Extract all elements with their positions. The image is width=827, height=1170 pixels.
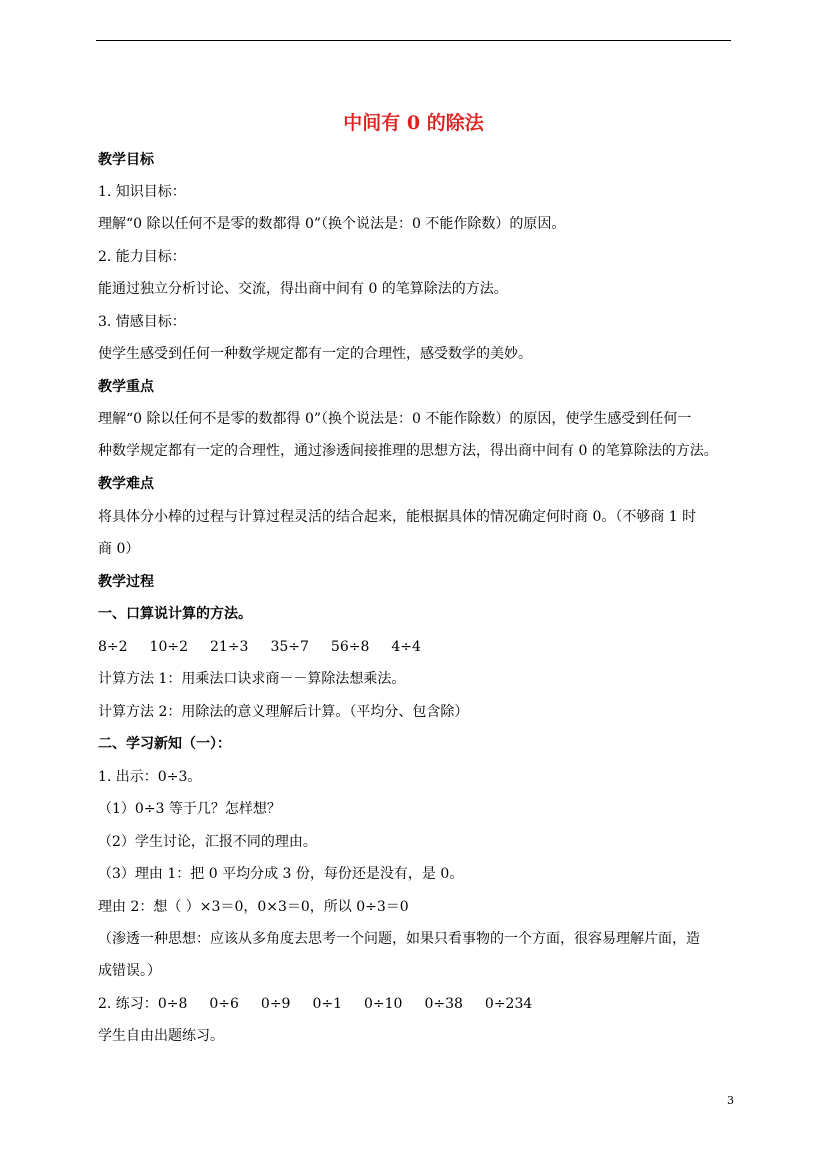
practice-expr: 0÷234 (484, 996, 533, 1012)
page-title: 中间有 0 的除法 (343, 112, 484, 134)
idea-line-2: 成错误。） (98, 963, 161, 979)
oral-expr: 4÷4 (391, 639, 421, 655)
method-1: 计算方法 1：用乘法口诀求商－－算除法想乘法。 (98, 671, 406, 687)
question-2: （2）学生讨论，汇报不同的理由。 (98, 834, 317, 850)
objectives-heading: 教学目标 (98, 152, 154, 168)
idea-line-1: （渗透一种思想：应该从多角度去思考一个问题，如果只看事物的一个方面，很容易理解片面，造 (98, 931, 700, 947)
difficulty-text-line-1: 将具体分小棒的过程与计算过程灵活的结合起来，能根据具体的情况确定何时商 0。（不够商 1 时 (98, 509, 697, 525)
part1-heading: 一、口算说计算的方法。 (98, 606, 252, 622)
practice-expr: 0÷9 (260, 996, 291, 1012)
oral-expr: 35÷7 (270, 639, 309, 655)
reason-2: 理由 2：想（ ）×3＝0，0×3＝0，所以 0÷3＝0 (98, 899, 409, 915)
key-heading: 教学重点 (98, 379, 154, 395)
objective-1-text: 理解“0 除以任何不是零的数都得 0”（换个说法是：0 不能作除数）的原因。 (98, 216, 566, 232)
oral-expr: 21÷3 (210, 639, 249, 655)
self-practice: 学生自由出题练习。 (98, 1028, 224, 1044)
oral-expr: 10÷2 (149, 639, 188, 655)
part2-heading: 二、学习新知（一）： (98, 736, 231, 752)
practice-expr: 0÷10 (364, 996, 403, 1012)
oral-expr: 56÷8 (330, 639, 370, 655)
header-rule (96, 40, 731, 41)
practice-expr: 0÷38 (424, 996, 463, 1012)
practice-row (98, 994, 738, 1014)
objective-3-text: 使学生感受到任何一种数学规定都有一定的合理性，感受数学的美妙。 (98, 346, 532, 362)
key-text-line-2: 种数学规定都有一定的合理性，通过渗透间接推理的思想方法，得出商中间有 0 的笔算除法的方法。 (98, 443, 718, 459)
key-text-line-1: 理解“0 除以任何不是零的数都得 0”（换个说法是：0 不能作除数）的原因，使学生感受到任何一 (98, 411, 692, 427)
objective-3-label: 3. 情感目标： (98, 314, 186, 330)
difficulty-heading: 教学难点 (98, 476, 154, 492)
question-1: （1）0÷3 等于几？怎样想？ (98, 801, 281, 817)
practice-expr: 0÷8 (157, 996, 188, 1012)
show-problem: 1. 出示：0÷3。 (98, 769, 202, 785)
practice-label: 2. 练习： (98, 996, 158, 1012)
practice-expr: 0÷6 (209, 996, 239, 1012)
difficulty-text-line-2: 商 0） (98, 541, 140, 557)
page-number: 3 (727, 1094, 734, 1107)
question-3: （3）理由 1：把 0 平均分成 3 份，每份还是没有，是 0。 (98, 866, 464, 882)
objective-1-label: 1. 知识目标： (98, 184, 186, 200)
objective-2-text: 能通过独立分析讨论、交流，得出商中间有 0 的笔算除法的方法。 (98, 281, 508, 297)
oral-expr: 8÷2 (98, 639, 128, 655)
practice-expr: 0÷1 (312, 996, 342, 1012)
process-heading: 教学过程 (98, 574, 154, 590)
oral-calc-row (98, 637, 738, 657)
method-2: 计算方法 2：用除法的意义理解后计算。（平均分、包含除） (98, 704, 469, 720)
objective-2-label: 2. 能力目标： (98, 249, 186, 265)
